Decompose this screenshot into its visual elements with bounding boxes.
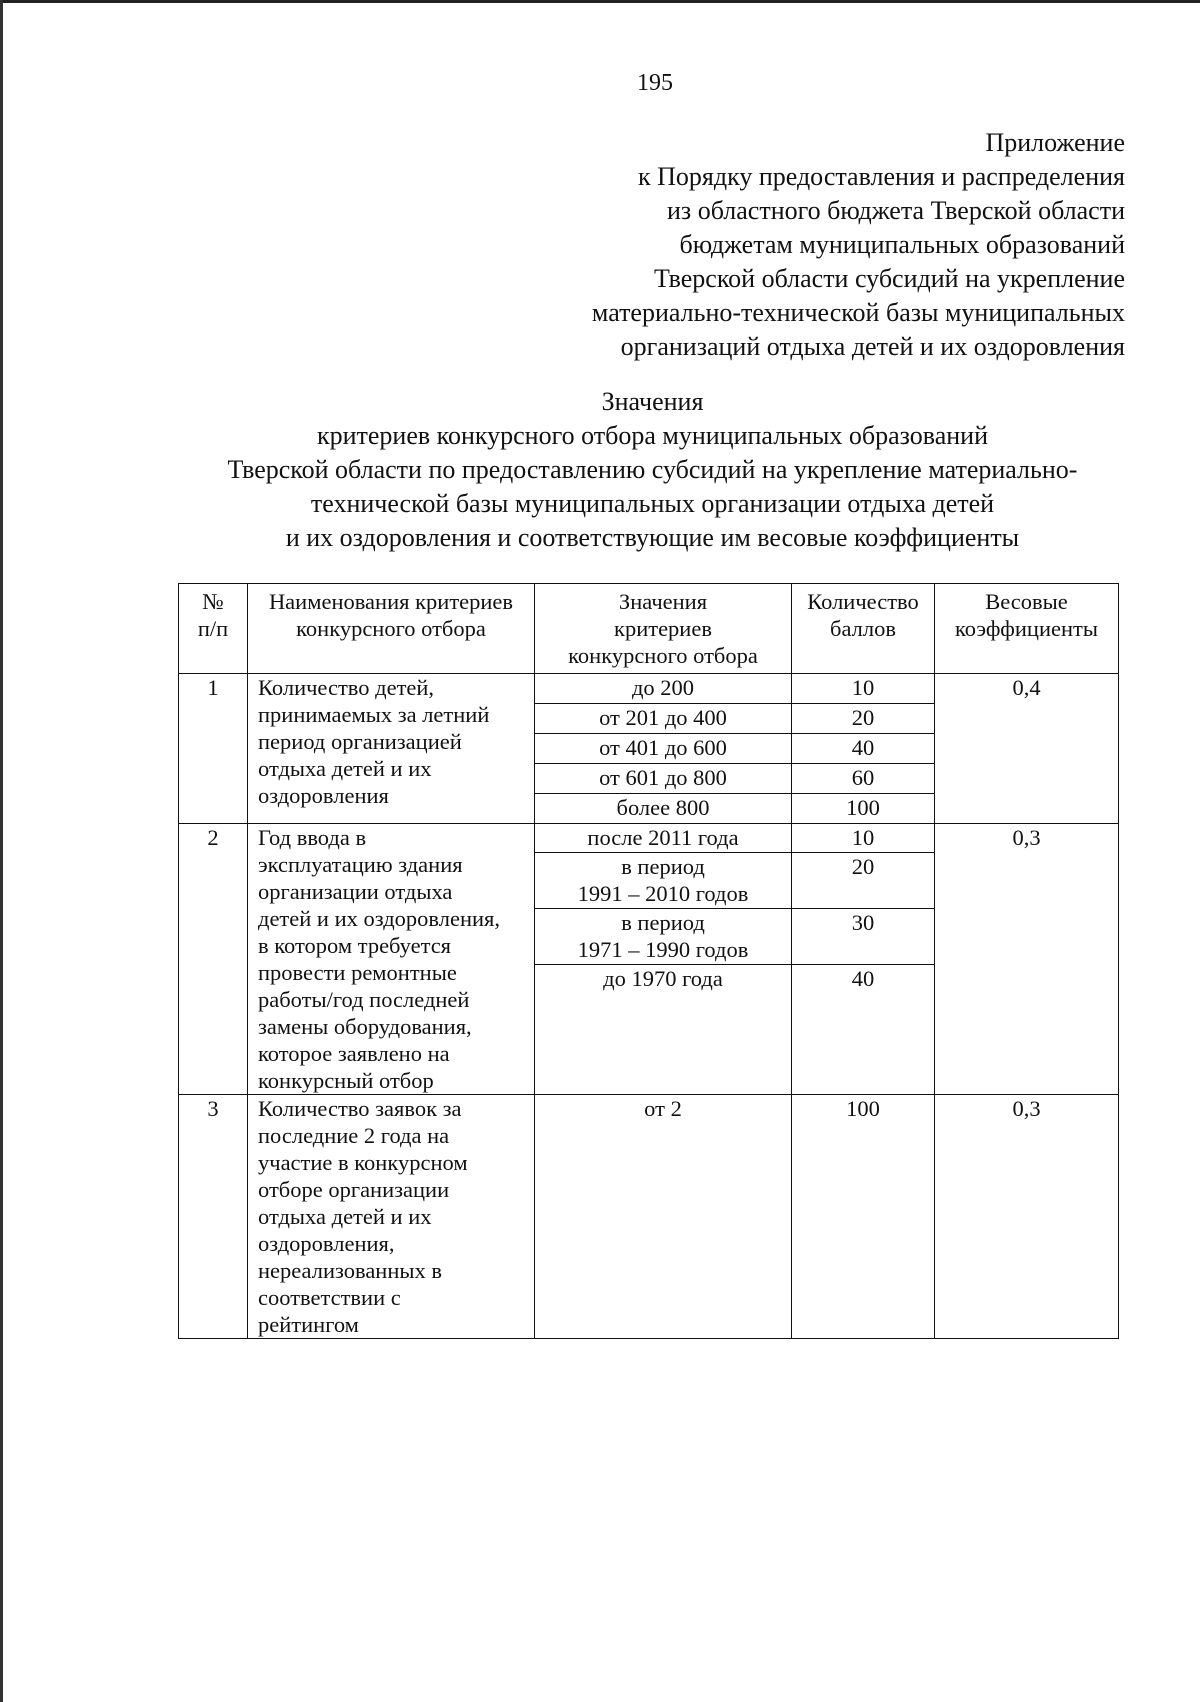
- title-line: Тверской области по предоставлению субсидий на укрепление материально-: [227, 455, 1078, 484]
- appendix-line: Тверской области субсидий на укрепление: [654, 264, 1125, 293]
- points-cell: 100: [792, 1095, 935, 1339]
- header-points: Количество баллов: [792, 584, 935, 674]
- criterion-name: Год ввода в эксплуатацию здания организации отдыха детей и их оздоровления, в котором требуется провести ремонтные работы/год последней замены оборудования, которое заявлено на конкурсный отбор: [248, 824, 535, 1095]
- document-title: [120, 385, 1185, 555]
- row-number: 1: [179, 674, 248, 824]
- appendix-line: бюджетам муниципальных образований: [679, 230, 1125, 259]
- title-line: критериев конкурсного отбора муниципальных образований: [316, 421, 989, 450]
- points-cell: 20: [792, 853, 935, 909]
- points-cell: 40: [792, 965, 935, 1095]
- header-weights: Весовые коэффициенты: [935, 584, 1119, 674]
- title-line: технической базы муниципальных организации отдыха детей: [310, 489, 995, 518]
- scan-edge-left: [0, 0, 3, 1702]
- title-line: и их оздоровления и соответствующие им весовые коэффициенты: [285, 523, 1020, 552]
- points-cell: 10: [792, 674, 935, 704]
- table-row: [179, 1095, 1119, 1339]
- criterion-value: более 800: [535, 794, 792, 824]
- appendix-line: к Порядку предоставления и распределения: [637, 162, 1125, 191]
- appendix-line: из областного бюджета Тверской области: [667, 196, 1125, 225]
- appendix-header: [592, 126, 1125, 364]
- points-cell: 30: [792, 909, 935, 965]
- weight-cell: 0,3: [935, 1095, 1119, 1339]
- weight-cell: 0,4: [935, 674, 1119, 824]
- criterion-value: от 601 до 800: [535, 764, 792, 794]
- scan-edge-top: [0, 0, 1200, 3]
- table-header-row: [179, 584, 1119, 674]
- criterion-value: от 2: [535, 1095, 792, 1339]
- table-row: [179, 674, 1119, 704]
- table-row: [179, 824, 1119, 853]
- points-cell: 60: [792, 764, 935, 794]
- row-number: 3: [179, 1095, 248, 1339]
- points-cell: 100: [792, 794, 935, 824]
- criterion-value: от 201 до 400: [535, 704, 792, 734]
- appendix-line: Приложение: [985, 128, 1125, 157]
- criterion-value: от 401 до 600: [535, 734, 792, 764]
- row-number: 2: [179, 824, 248, 1095]
- page-number: 195: [637, 70, 673, 96]
- criteria-table: [178, 583, 1119, 1339]
- weight-cell: 0,3: [935, 824, 1119, 1095]
- criterion-value: до 200: [535, 674, 792, 704]
- appendix-line: материально-технической базы муниципальных: [591, 298, 1125, 327]
- appendix-line: организаций отдыха детей и их оздоровления: [620, 332, 1125, 361]
- criterion-name: Количество детей, принимаемых за летний период организацией отдыха детей и их оздоровления: [248, 674, 535, 824]
- points-cell: 40: [792, 734, 935, 764]
- criterion-value: до 1970 года: [535, 965, 792, 1095]
- points-cell: 10: [792, 824, 935, 853]
- header-number: № п/п: [179, 584, 248, 674]
- criterion-value: в период 1991 – 2010 годов: [535, 853, 792, 909]
- criterion-name: Количество заявок за последние 2 года на участие в конкурсном отборе организации отдыха детей и их оздоровления, нереализованных в соответствии с рейтингом: [248, 1095, 535, 1339]
- criterion-value: в период 1971 – 1990 годов: [535, 909, 792, 965]
- criterion-value: после 2011 года: [535, 824, 792, 853]
- header-criterion-name: Наименования критериев конкурсного отбора: [248, 584, 535, 674]
- points-cell: 20: [792, 704, 935, 734]
- title-line: Значения: [601, 387, 704, 416]
- header-criterion-values: Значения критериев конкурсного отбора: [535, 584, 792, 674]
